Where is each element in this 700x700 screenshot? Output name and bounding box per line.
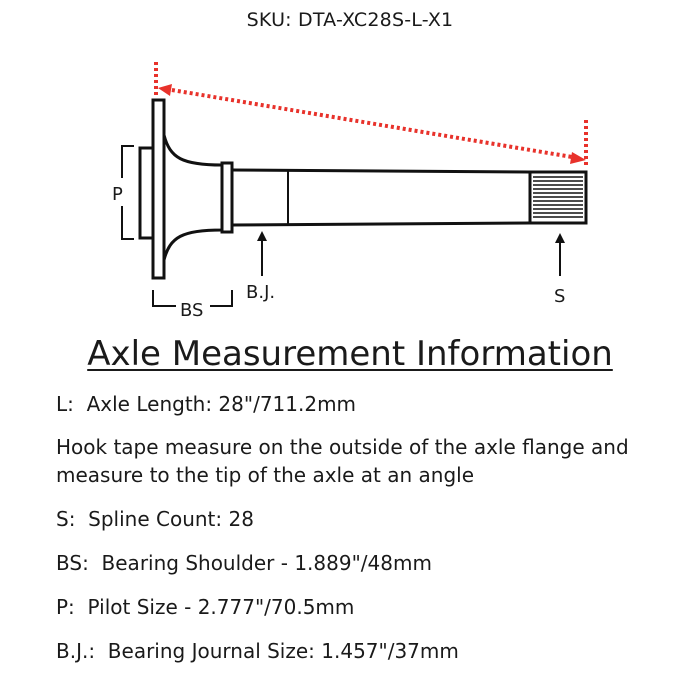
info-key: L:: [56, 392, 74, 416]
spline-arrow-icon: [555, 233, 565, 276]
info-instructions: [56, 433, 629, 489]
pilot-label: P: [112, 184, 123, 205]
info-spline-count: [56, 505, 254, 533]
info-value: Bearing Journal Size: 1.457"/37mm: [107, 639, 459, 663]
instructions-line: measure to the tip of the axle at an angle: [56, 463, 475, 487]
bearing-journal-arrow-icon: [257, 231, 267, 276]
sku-label: SKU: DTA-XC28S-L-X1: [246, 9, 454, 31]
info-key: B.J.:: [56, 639, 96, 663]
info-bearing-shoulder: [56, 549, 432, 577]
axle-diagram: [0, 0, 700, 330]
info-key: BS:: [56, 551, 89, 575]
info-key: S:: [56, 507, 76, 531]
info-value: Axle Length: 28"/711.2mm: [86, 392, 357, 416]
arrowhead-right-icon: [570, 152, 586, 164]
info-value: Spline Count: 28: [88, 507, 254, 531]
axle-shape: [140, 100, 586, 278]
section-heading: Axle Measurement Information: [87, 334, 613, 374]
info-value: Bearing Shoulder - 1.889"/48mm: [101, 551, 432, 575]
arrowhead-left-icon: [158, 84, 172, 96]
bearing-shoulder-label: BS: [180, 300, 204, 321]
info-bearing-journal: [56, 637, 459, 665]
length-measure-line: [156, 62, 586, 168]
info-pilot-size: [56, 593, 354, 621]
info-value: Pilot Size - 2.777"/70.5mm: [87, 595, 355, 619]
info-key: P:: [56, 595, 75, 619]
spline-label: S: [554, 286, 566, 307]
instructions-line: Hook tape measure on the outside of the axle flange and: [56, 435, 629, 459]
pilot-bracket: [122, 146, 134, 239]
bearing-journal-label: B.J.: [246, 282, 276, 303]
info-axle-length: [56, 390, 356, 418]
